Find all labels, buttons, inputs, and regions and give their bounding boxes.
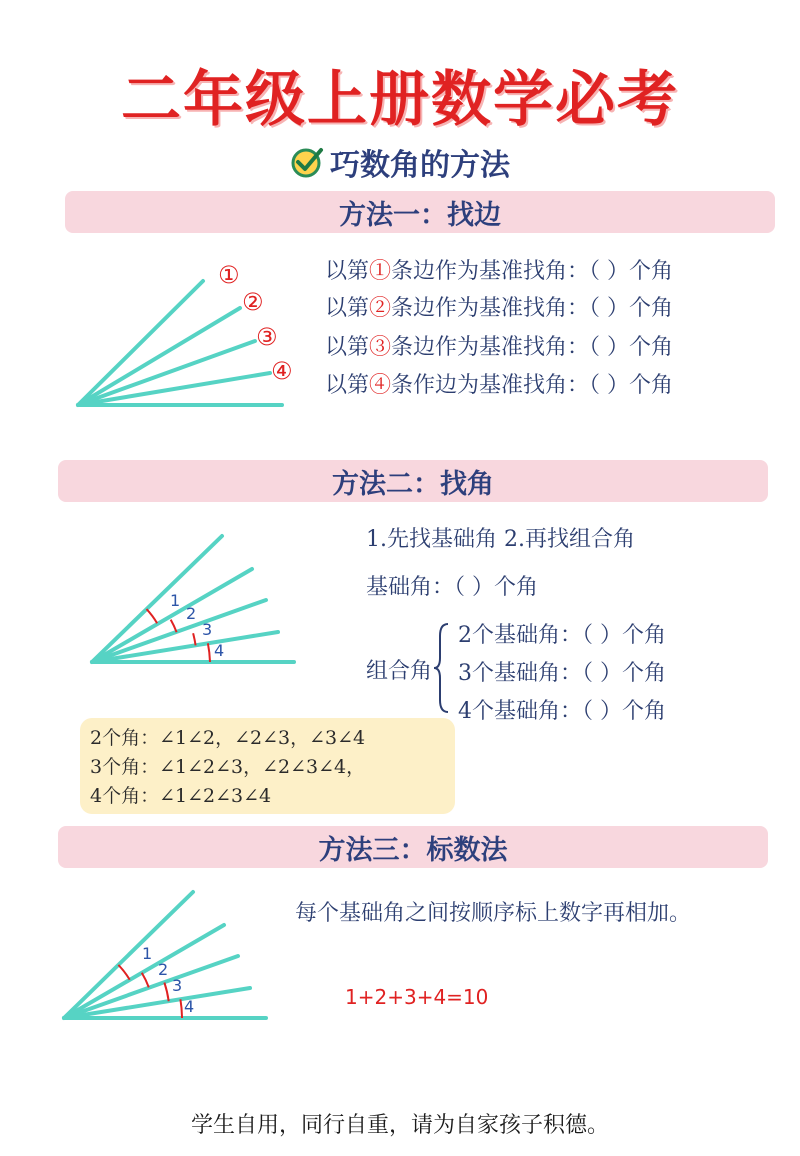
combo-label: 组合角: [366, 659, 433, 684]
brace-icon: [432, 620, 452, 716]
ray-label: ③: [256, 323, 278, 351]
subtitle: 巧数角的方法: [330, 148, 510, 183]
method2-angles-diagram: [80, 525, 310, 675]
method2-band: [58, 460, 768, 502]
footer-note: 学生自用，同行自重，请为自家孩子积德。: [190, 1113, 609, 1138]
subtitle-row: [0, 140, 800, 184]
combo-answers-box: [80, 718, 455, 814]
combo-answer: 3个角：∠1∠2∠3，∠2∠3∠4，: [90, 756, 366, 778]
combo-answer: 2个角：∠1∠2，∠2∠3，∠3∠4: [90, 727, 366, 749]
method1-rays-diagram: [60, 255, 310, 420]
method2-steps: 1.先找基础角 2.再找组合角: [366, 527, 635, 552]
method1-line: 以第①条边作为基准找角：（ ）个角: [325, 259, 674, 284]
angle-label: 1: [142, 944, 153, 963]
method2-title: 方法二：找角: [332, 468, 494, 500]
combo-answer: 4个角：∠1∠2∠3∠4: [90, 785, 272, 807]
method1-line: 以第②条边作为基准找角：（ ）个角: [325, 296, 674, 321]
method3-angles-diagram: [52, 884, 282, 1034]
ray-label: ①: [218, 261, 240, 289]
angle-label: 4: [214, 641, 225, 660]
method1-band: [65, 191, 775, 233]
check-circle-icon: [290, 145, 324, 179]
angle-label: 3: [172, 976, 183, 995]
method3-description: 每个基础角之间按顺序标上数字再相加。: [295, 901, 692, 926]
method3-title: 方法三：标数法: [318, 834, 508, 866]
method3-formula: 1+2+3+4=10: [345, 985, 489, 1009]
combo-line: 4个基础角：（ ）个角: [458, 699, 666, 724]
angle-label: 2: [158, 960, 169, 979]
ray-label: ④: [271, 357, 293, 385]
method1-line: 以第④条作边为基准找角：（ ）个角: [325, 373, 674, 398]
angle-label: 3: [202, 620, 213, 639]
angle-label: 2: [186, 604, 197, 623]
method1-title: 方法一：找边: [339, 199, 501, 231]
ray-label: ②: [242, 288, 264, 316]
method3-band: [58, 826, 768, 868]
angle-label: 1: [170, 591, 181, 610]
combo-line: 3个基础角：（ ）个角: [458, 661, 666, 686]
angle-label: 4: [184, 997, 195, 1016]
page-title: 二年级上册数学必考: [121, 65, 679, 135]
method2-base: 基础角：（ ）个角: [366, 575, 538, 600]
method1-line: 以第③条边作为基准找角：（ ）个角: [325, 335, 674, 360]
combo-line: 2个基础角：（ ）个角: [458, 623, 666, 648]
